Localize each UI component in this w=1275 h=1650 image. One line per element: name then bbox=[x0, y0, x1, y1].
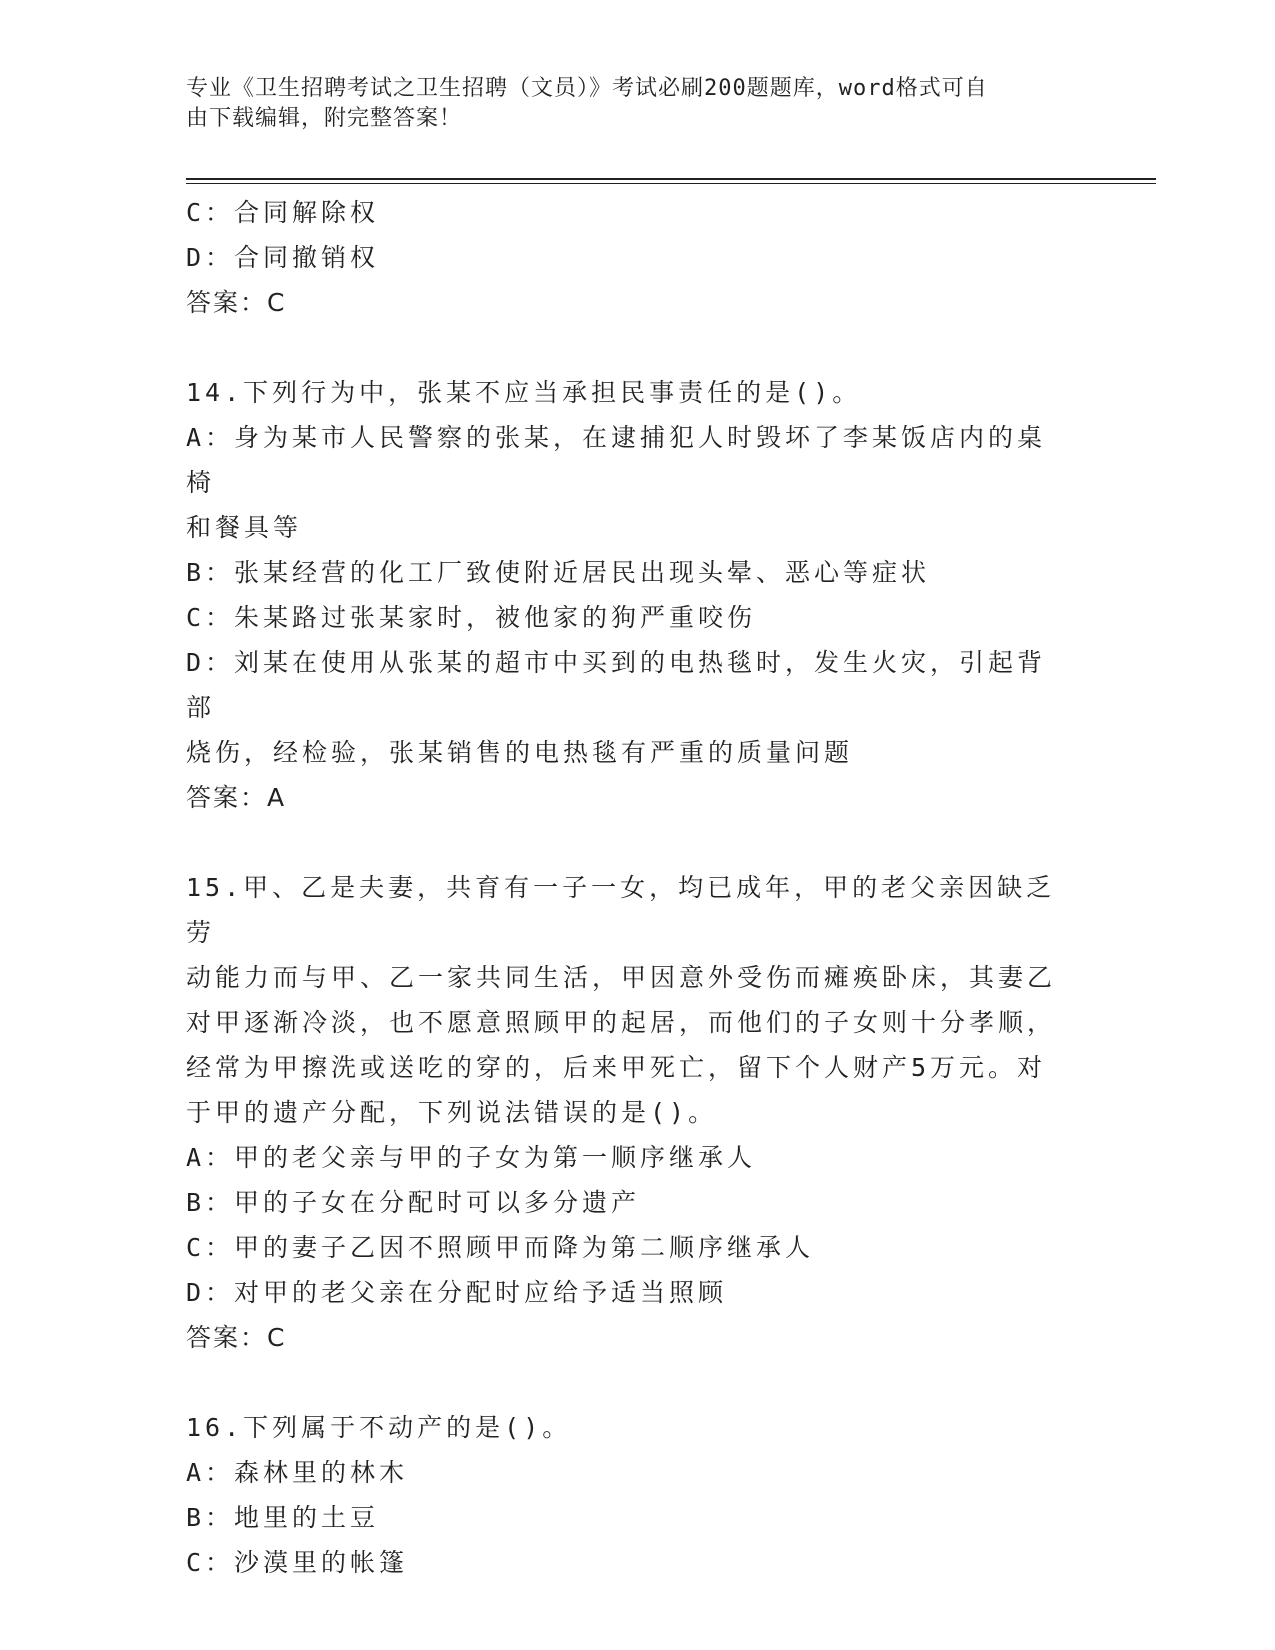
q15-stem-line-1: 15.甲、乙是夫妻，共育有一子一女，均已成年，甲的老父亲因缺乏劳 bbox=[186, 873, 1056, 947]
header-rule-thick bbox=[186, 178, 1156, 180]
q15-stem-line-3: 对甲逐渐冷淡，也不愿意照顾甲的起居，而他们的子女则十分孝顺， bbox=[186, 1008, 1057, 1037]
q15-option-c: C：甲的妻子乙因不照顾甲而降为第二顺序继承人 bbox=[186, 1233, 815, 1262]
q15-stem-line-4: 经常为甲擦洗或送吃的穿的，后来甲死亡，留下个人财产5万元。对 bbox=[186, 1053, 1047, 1082]
question-14 bbox=[186, 370, 1066, 820]
q15-option-b: B：甲的子女在分配时可以多分遗产 bbox=[186, 1188, 641, 1217]
q14-option-a-line-1: A：身为某市人民警察的张某，在逮捕犯人时毁坏了李某饭店内的桌椅 bbox=[186, 423, 1047, 497]
header-rule-thin bbox=[186, 183, 1156, 184]
q14-option-a-line-2: 和餐具等 bbox=[186, 513, 303, 542]
q15-stem-line-5: 于甲的遗产分配，下列说法错误的是()。 bbox=[186, 1098, 718, 1127]
q16-option-a: A：森林里的林木 bbox=[186, 1458, 409, 1487]
q14-option-b: B：张某经营的化工厂致使附近居民出现头晕、恶心等症状 bbox=[186, 558, 931, 587]
document-header bbox=[186, 74, 1066, 134]
q14-stem: 14.下列行为中，张某不应当承担民事责任的是()。 bbox=[186, 378, 862, 407]
spacer bbox=[186, 325, 1066, 370]
q13-option-c: C：合同解除权 bbox=[186, 198, 380, 227]
q16-option-c: C：沙漠里的帐篷 bbox=[186, 1548, 409, 1577]
q15-stem-line-2: 动能力而与甲、乙一家共同生活，甲因意外受伤而瘫痪卧床，其妻乙 bbox=[186, 963, 1057, 992]
q14-option-c: C：朱某路过张某家时，被他家的狗严重咬伤 bbox=[186, 603, 757, 632]
q14-answer: 答案：A bbox=[186, 783, 287, 812]
q14-option-d-line-1: D：刘某在使用从张某的超市中买到的电热毯时，发生火灾，引起背部 bbox=[186, 648, 1047, 722]
q15-answer: 答案：C bbox=[186, 1323, 287, 1352]
question-15 bbox=[186, 865, 1066, 1360]
question-16 bbox=[186, 1405, 1066, 1585]
question-content bbox=[186, 190, 1066, 1585]
header-line-2: 由下载编辑，附完整答案！ bbox=[186, 106, 463, 131]
q13-answer: 答案：C bbox=[186, 288, 287, 317]
header-line-1: 专业《卫生招聘考试之卫生招聘（文员）》考试必刷200题题库，word格式可自 bbox=[186, 76, 988, 101]
q16-option-b: B：地里的土豆 bbox=[186, 1503, 380, 1532]
question-13-tail bbox=[186, 190, 1066, 325]
spacer bbox=[186, 820, 1066, 865]
q15-option-d: D：对甲的老父亲在分配时应给予适当照顾 bbox=[186, 1278, 728, 1307]
spacer bbox=[186, 1360, 1066, 1405]
q16-stem: 16.下列属于不动产的是()。 bbox=[186, 1413, 572, 1442]
q15-option-a: A：甲的老父亲与甲的子女为第一顺序继承人 bbox=[186, 1143, 757, 1172]
q13-option-d: D：合同撤销权 bbox=[186, 243, 380, 272]
q14-option-d-line-2: 烧伤，经检验，张某销售的电热毯有严重的质量问题 bbox=[186, 738, 854, 767]
